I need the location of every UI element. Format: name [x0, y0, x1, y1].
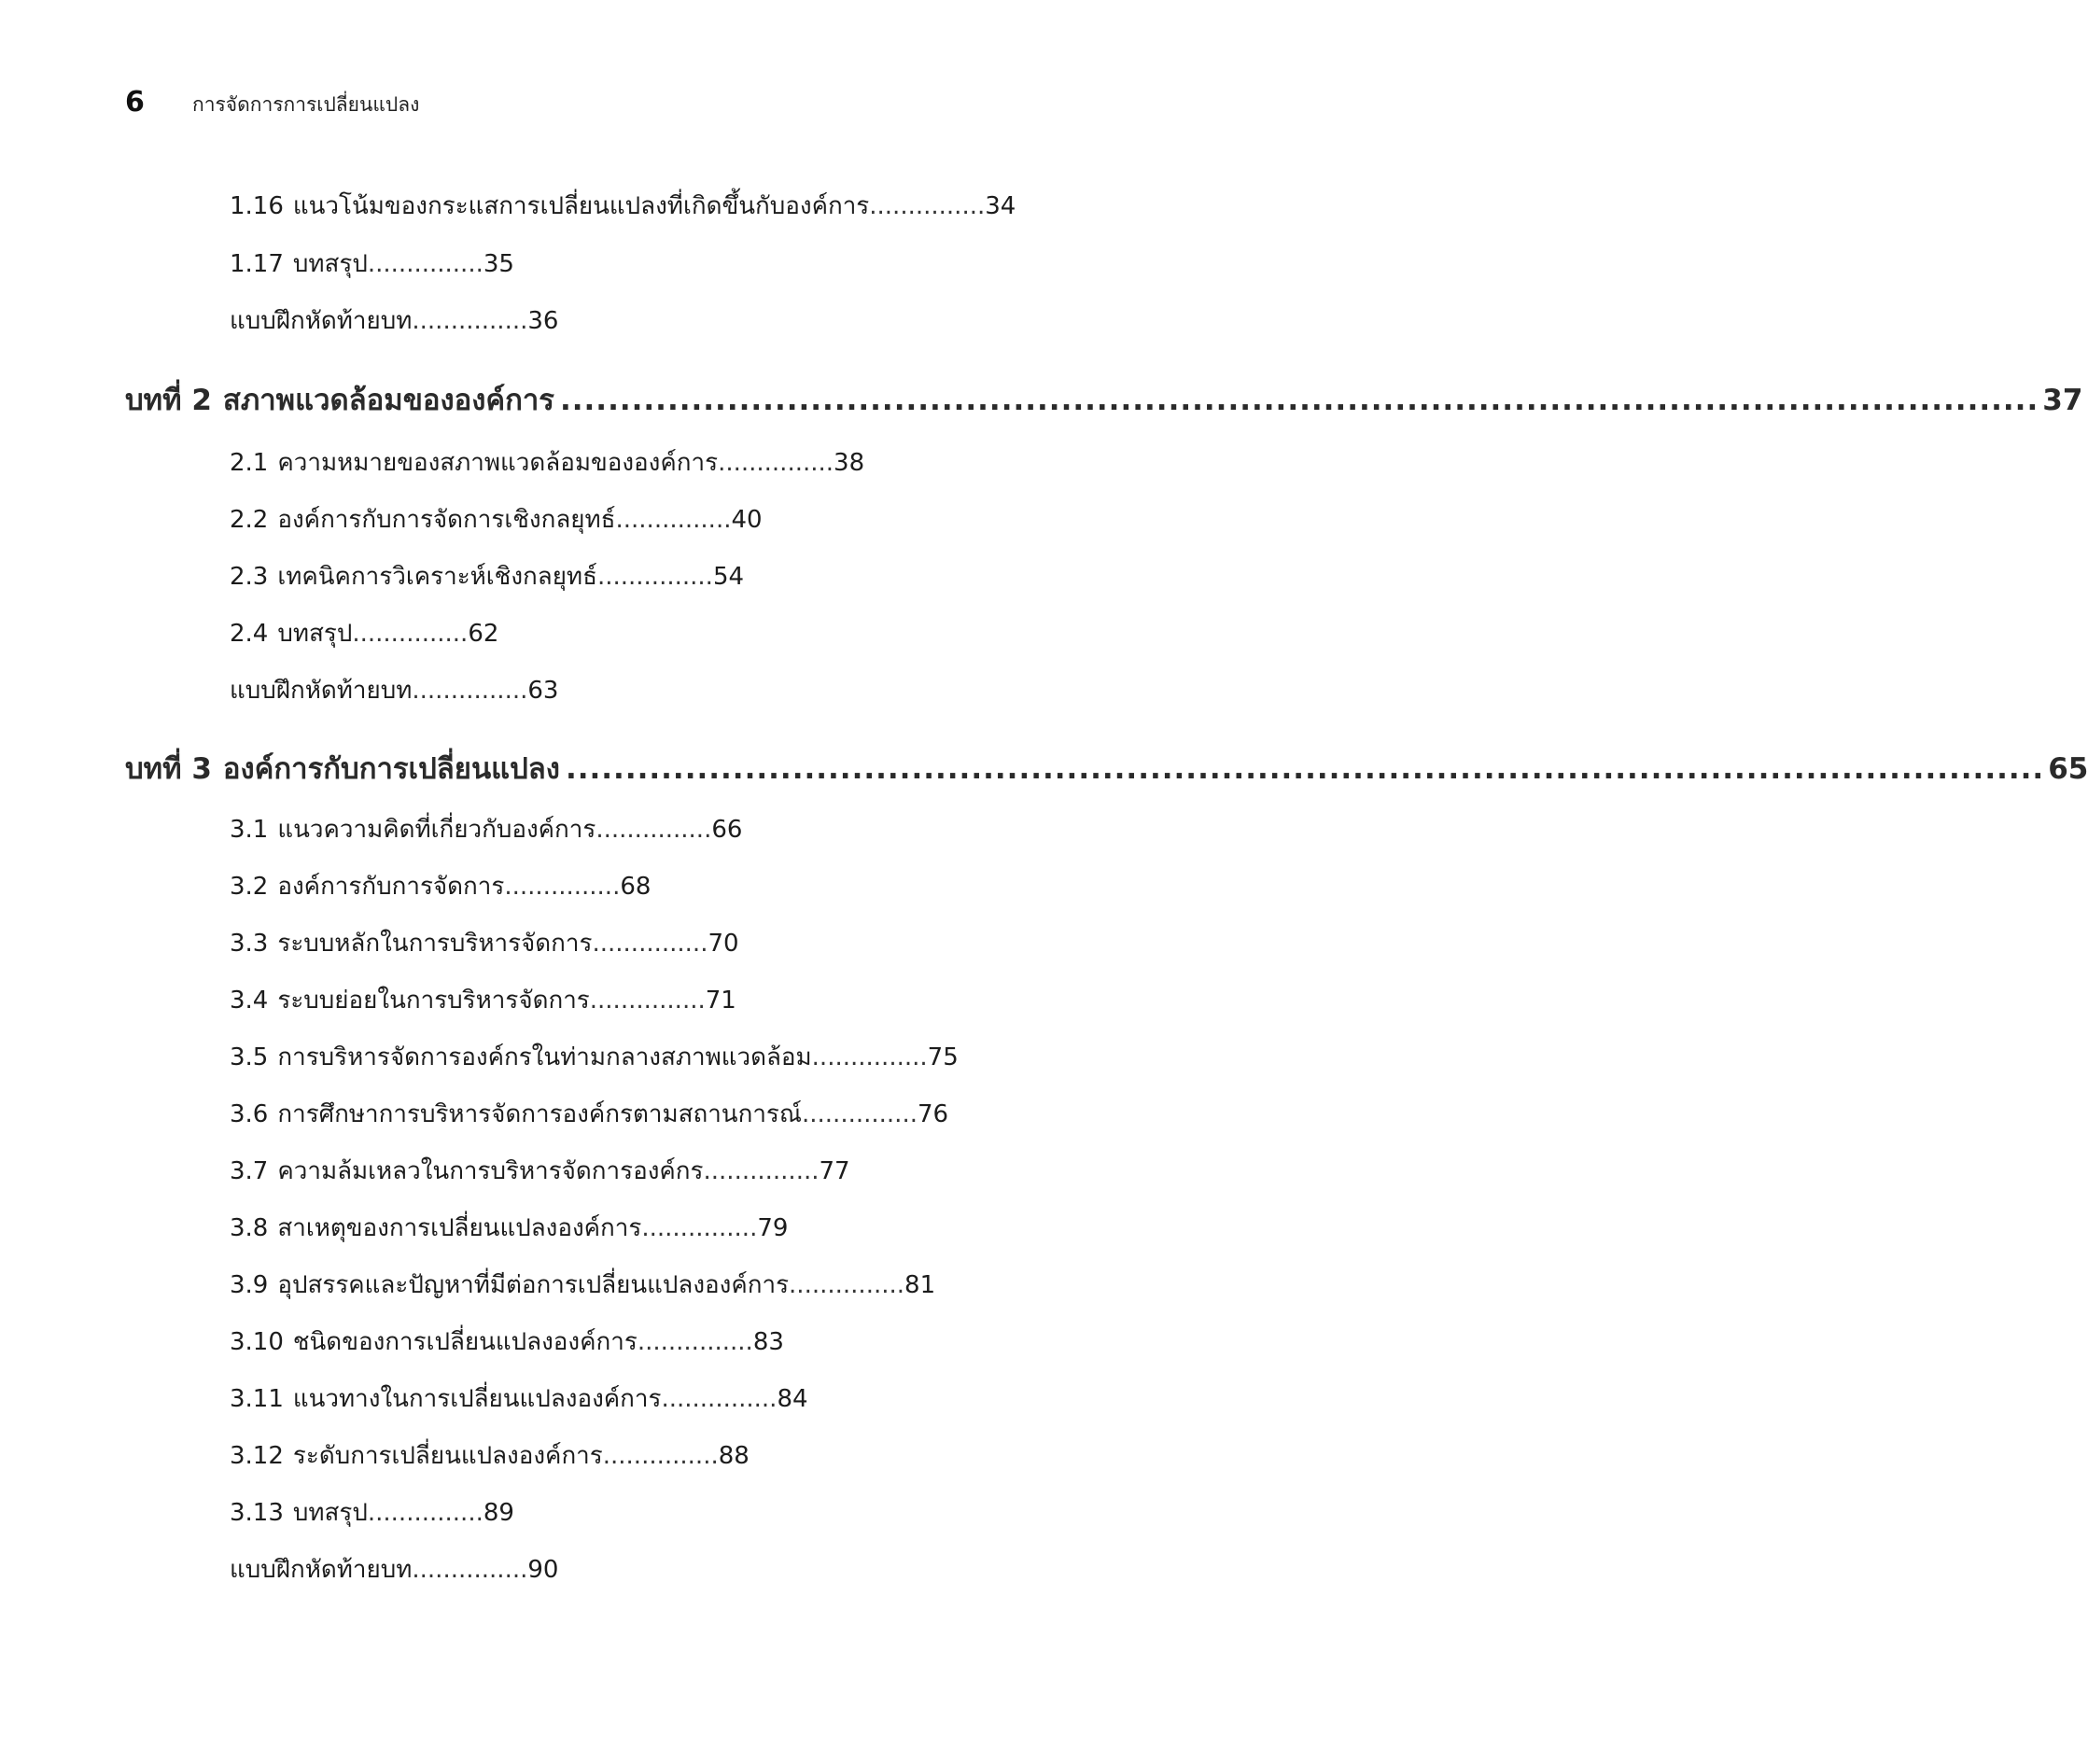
entry-page: 40 [731, 506, 763, 534]
entry-title: บทสรุป [292, 250, 368, 278]
dot-leader: ............... [718, 449, 834, 477]
dot-leader: ............... [789, 1271, 905, 1299]
toc-entry-1-17 [230, 252, 514, 276]
entry-page: 83 [752, 1328, 784, 1356]
entry-title: บทสรุป [292, 1499, 368, 1527]
dot-leader: ............... [504, 873, 621, 901]
entry-page: 79 [757, 1214, 789, 1242]
dot-leader: ............... [602, 1442, 719, 1470]
entry-title: เทคนิคการวิเคราะห์เชิงกลยุทธ์ [277, 563, 597, 591]
entry-page: 34 [985, 192, 1016, 220]
entry-title: แนวความคิดที่เกี่ยวกับองค์การ [277, 816, 596, 844]
dot-leader: ............... [367, 1499, 483, 1527]
dot-leader: ............... [589, 987, 706, 1015]
entry-number: 3.12 [230, 1442, 284, 1470]
entry-title: แบบฝึกหัดท้ายบท [230, 1556, 413, 1584]
entry-number: 1.16 [230, 192, 284, 220]
entry-title: ระบบหลักในการบริหารจัดการ [277, 930, 593, 958]
entry-title: องค์การกับการจัดการเชิงกลยุทธ์ [277, 506, 616, 534]
toc-entry-ch3-exercises [230, 1558, 558, 1582]
toc-entry-ch1-exercises [230, 309, 558, 333]
entry-number: 3.13 [230, 1499, 284, 1527]
entry-title: แนวโน้มของกระแสการเปลี่ยนแปลงที่เกิดขึ้นกับองค์การ [292, 192, 870, 220]
book-title: การจัดการการเปลี่ยนแปลง [192, 93, 420, 116]
entry-title: แบบฝึกหัดท้ายบท [230, 677, 413, 705]
chapter-page: 37 [2042, 384, 2083, 417]
dot-leader: ............... [661, 1385, 778, 1413]
entry-title: องค์การกับการจัดการ [277, 873, 505, 901]
entry-number: 2.4 [230, 620, 269, 648]
entry-page: 71 [705, 987, 736, 1015]
toc-entry-3-2 [230, 875, 651, 899]
entry-title: ชนิดของการเปลี่ยนแปลงองค์การ [292, 1328, 638, 1356]
entry-page: 70 [708, 930, 739, 958]
entry-page: 81 [904, 1271, 936, 1299]
toc-entry-1-16 [230, 194, 1016, 218]
toc-entry-3-7 [230, 1159, 850, 1183]
entry-page: 77 [819, 1157, 850, 1185]
chapter-page: 65 [2048, 752, 2088, 786]
toc-entry-3-12 [230, 1444, 750, 1468]
toc-entry-3-11 [230, 1387, 808, 1411]
toc-entry-2-1 [230, 451, 864, 475]
toc-entry-3-13 [230, 1501, 514, 1525]
entry-title: อุปสรรคและปัญหาที่มีต่อการเปลี่ยนแปลงองค์การ [277, 1271, 790, 1299]
toc-entry-3-3 [230, 931, 739, 956]
chapter-dot-leader: ............................................................................................................................ [565, 752, 2045, 786]
entry-page: 63 [527, 677, 559, 705]
toc-entry-3-9 [230, 1273, 935, 1297]
toc-entry-3-4 [230, 988, 736, 1013]
entry-number: 3.10 [230, 1328, 284, 1356]
toc-entry-ch2-exercises [230, 679, 558, 703]
toc-entry-2-2 [230, 508, 763, 532]
entry-page: 84 [777, 1385, 808, 1413]
chapter-title: องค์การกับการเปลี่ยนแปลง [222, 752, 560, 786]
entry-page: 36 [527, 307, 559, 335]
toc-entry-2-4 [230, 622, 498, 646]
entry-number: 2.1 [230, 449, 269, 477]
entry-number: 1.17 [230, 250, 284, 278]
entry-number: 3.7 [230, 1157, 269, 1185]
entry-page: 62 [468, 620, 499, 648]
toc-entry-2-3 [230, 565, 744, 589]
entry-page: 75 [927, 1043, 959, 1071]
dot-leader: ............... [412, 677, 528, 705]
entry-number: 3.6 [230, 1100, 269, 1128]
chapter-dot-leader: ............................................................................................................................ [559, 384, 2039, 417]
toc-entry-3-10 [230, 1330, 784, 1354]
chapter-heading-2 [125, 384, 2083, 417]
dot-leader: ............... [412, 307, 528, 335]
toc-entry-3-5 [230, 1045, 959, 1070]
dot-leader: ............... [596, 563, 713, 591]
toc-entry-3-1 [230, 818, 742, 842]
entry-title: แบบฝึกหัดท้ายบท [230, 307, 413, 335]
entry-page: 66 [711, 816, 743, 844]
dot-leader: ............... [592, 930, 708, 958]
chapter-label: บทที่ 3 [125, 752, 212, 786]
entry-title: แนวทางในการเปลี่ยนแปลงองค์การ [292, 1385, 662, 1413]
entry-title: ความล้มเหลวในการบริหารจัดการองค์กร [277, 1157, 704, 1185]
dot-leader: ............... [412, 1556, 528, 1584]
entry-number: 2.3 [230, 563, 269, 591]
dot-leader: ............... [637, 1328, 753, 1356]
chapter-title: สภาพแวดล้อมขององค์การ [222, 384, 554, 417]
entry-page: 89 [483, 1499, 514, 1527]
entry-number: 3.3 [230, 930, 269, 958]
toc-entry-3-6 [230, 1102, 948, 1127]
entry-title: การบริหารจัดการองค์กรในท่ามกลางสภาพแวดล้อม [277, 1043, 812, 1071]
page-number: 6 [125, 86, 145, 119]
dot-leader: ............... [703, 1157, 820, 1185]
entry-number: 3.11 [230, 1385, 284, 1413]
entry-title: สาเหตุของการเปลี่ยนแปลงองค์การ [277, 1214, 642, 1242]
entry-number: 3.8 [230, 1214, 269, 1242]
entry-title: บทสรุป [277, 620, 353, 648]
entry-number: 3.4 [230, 987, 269, 1015]
entry-page: 54 [712, 563, 745, 591]
entry-title: ความหมายของสภาพแวดล้อมขององค์การ [277, 449, 719, 477]
dot-leader: ............... [802, 1100, 918, 1128]
entry-number: 3.1 [230, 816, 269, 844]
chapter-heading-3 [125, 752, 2088, 786]
dot-leader: ............... [367, 250, 483, 278]
dot-leader: ............... [596, 816, 712, 844]
entry-number: 3.9 [230, 1271, 269, 1299]
entry-number: 3.5 [230, 1043, 269, 1071]
entry-title: ระดับการเปลี่ยนแปลงองค์การ [292, 1442, 603, 1470]
entry-page: 90 [527, 1556, 559, 1584]
entry-page: 68 [620, 873, 652, 901]
toc-entry-3-8 [230, 1216, 788, 1240]
entry-page: 38 [834, 449, 865, 477]
dot-leader: ............... [641, 1214, 758, 1242]
running-header [125, 86, 419, 120]
dot-leader: ............... [869, 192, 986, 220]
dot-leader: ............... [615, 506, 732, 534]
dot-leader: ............... [811, 1043, 928, 1071]
entry-page: 35 [483, 250, 514, 278]
dot-leader: ............... [352, 620, 469, 648]
entry-title: ระบบย่อยในการบริหารจัดการ [277, 987, 590, 1015]
entry-page: 76 [917, 1100, 949, 1128]
entry-page: 88 [718, 1442, 750, 1470]
entry-title: การศึกษาการบริหารจัดการองค์กรตามสถานการณ์ [277, 1100, 802, 1128]
entry-number: 3.2 [230, 873, 269, 901]
chapter-label: บทที่ 2 [125, 384, 212, 417]
entry-number: 2.2 [230, 506, 269, 534]
